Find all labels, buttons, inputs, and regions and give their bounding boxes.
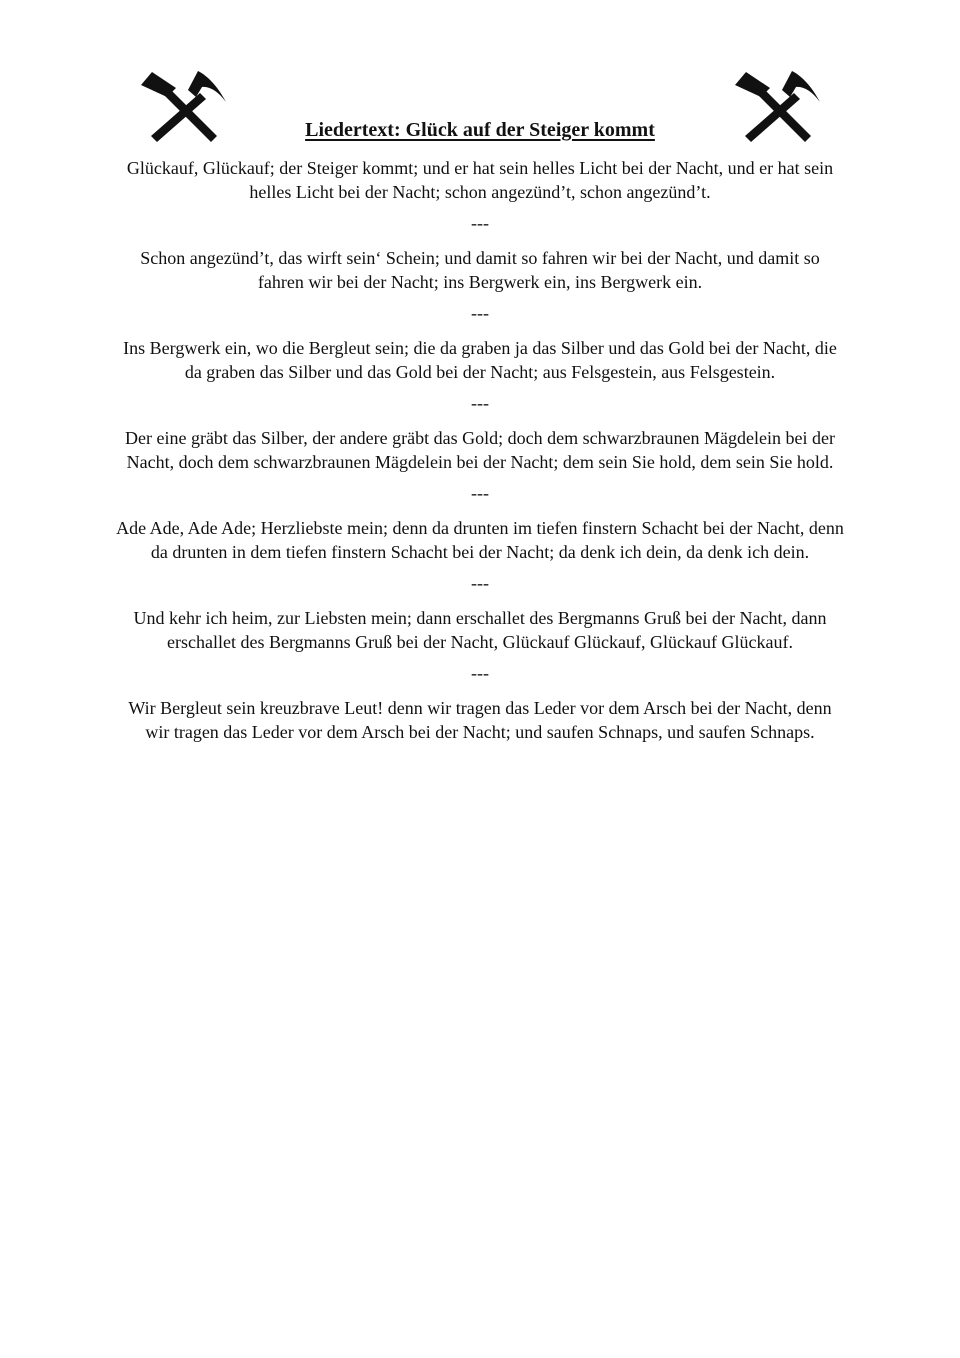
stanza-separator: ---: [471, 213, 489, 233]
song-title: Liedertext: Glück auf der Steiger kommt: [305, 119, 655, 141]
stanza-separator: ---: [471, 663, 489, 683]
stanza-separator: ---: [471, 303, 489, 323]
stanza-separator: ---: [471, 483, 489, 503]
stanza-5: Ade Ade, Ade Ade; Herzliebste mein; denn da drunten im tiefen finstern Schacht bei der Nacht, denn da drunten in dem tiefen finstern Schacht bei der Nacht; da denk ich dein, da denk ich dein.: [116, 518, 844, 562]
stanza-2: Schon angezünd’t, das wirft sein‘ Schein; und damit so fahren wir bei der Nacht, und damit so fahren wir bei der Nacht; ins Bergwerk ein, ins Bergwerk ein.: [140, 248, 820, 292]
stanza-6: Und kehr ich heim, zur Liebsten mein; dann erschallet des Bergmanns Gruß bei der Nacht, dann erschallet des Bergmanns Gruß bei der Nacht, Glückauf Glückauf, Glückauf Glückauf.: [133, 608, 827, 652]
stanza-separator: ---: [471, 573, 489, 593]
stanza-3: Ins Bergwerk ein, wo die Bergleut sein; die da graben ja das Silber und das Gold bei der Nacht, die da graben das Silber und das Gold bei der Nacht; aus Felsgestein, aus Felsgestein.: [123, 338, 837, 382]
stanza-separator: ---: [471, 393, 489, 413]
lyrics: [116, 156, 844, 744]
stanza-4: Der eine gräbt das Silber, der andere gräbt das Gold; doch dem schwarzbraunen Mägdelein bei der Nacht, doch dem schwarzbraunen Mägdelein bei der Nacht; dem sein Sie hold, dem sein Sie hold.: [124, 428, 835, 472]
stanza-7: Wir Bergleut sein kreuzbrave Leut! denn wir tragen das Leder vor dem Arsch bei der Nacht, denn wir tragen das Leder vor dem Arsch bei der Nacht; und saufen Schnaps, und saufen Schnaps.: [128, 698, 832, 742]
stanza-1: Glückauf, Glückauf; der Steiger kommt; und er hat sein helles Licht bei der Nacht, und er hat sein helles Licht bei der Nacht; schon angezünd’t, schon angezünd’t.: [126, 158, 834, 202]
